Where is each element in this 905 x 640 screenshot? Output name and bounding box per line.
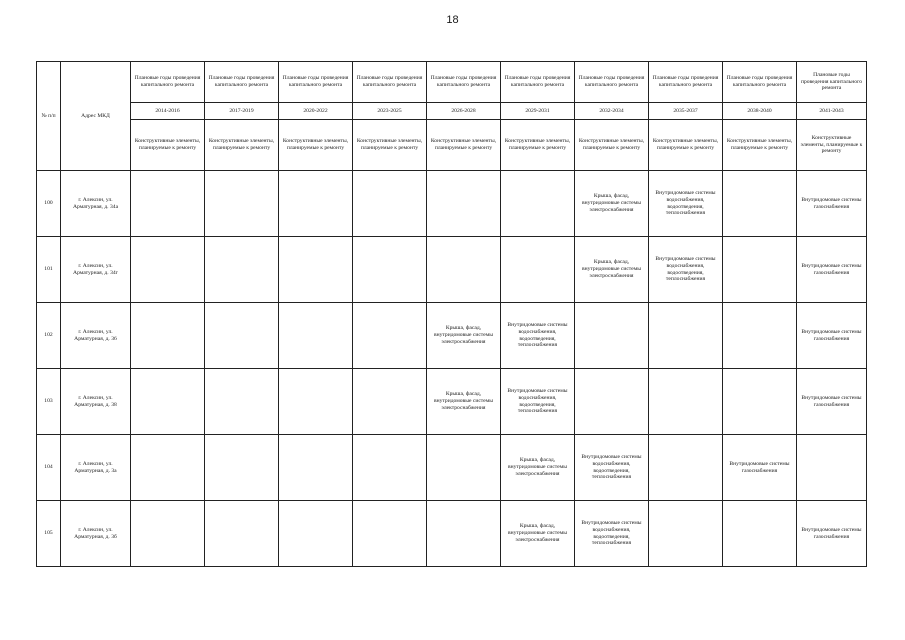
- period-header-plan: Плановые годы проведения капитального ремонта: [427, 62, 501, 103]
- work-cell: [279, 369, 353, 435]
- period-header-plan: Плановые годы проведения капитального ремонта: [353, 62, 427, 103]
- work-cell: [279, 303, 353, 369]
- work-cell: [131, 303, 205, 369]
- period-header-years: 2029-2031: [501, 103, 575, 120]
- period-header-elements: Конструктивные элементы, планируемые к ремонту: [427, 120, 501, 171]
- period-header-plan: Плановые годы проведения капитального ремонта: [131, 62, 205, 103]
- work-cell: [131, 171, 205, 237]
- row-address: г. Алексин, ул. Арматурная, д. 3а: [61, 435, 131, 501]
- work-cell: [205, 237, 279, 303]
- work-cell: Внутридомовые системы водоснабжения, водоотведения, теплоснабжения: [649, 237, 723, 303]
- work-cell: [649, 369, 723, 435]
- work-cell: [427, 171, 501, 237]
- work-cell: Внутридомовые системы газоснабжения: [797, 171, 867, 237]
- period-header-years: 2014-2016: [131, 103, 205, 120]
- row-number: 100: [37, 171, 61, 237]
- table-row: [37, 303, 867, 369]
- period-header-elements: Конструктивные элементы, планируемые к ремонту: [353, 120, 427, 171]
- period-header-plan: Плановые годы проведения капитального ремонта: [575, 62, 649, 103]
- period-header-years: 2020-2022: [279, 103, 353, 120]
- period-header-years: 2023-2025: [353, 103, 427, 120]
- row-number: 104: [37, 435, 61, 501]
- row-address: г. Алексин, ул. Арматурная, д. 34г: [61, 237, 131, 303]
- work-cell: [723, 171, 797, 237]
- column-header-address: Адрес МКД: [61, 62, 131, 171]
- work-cell: [353, 171, 427, 237]
- capital-repair-table: [36, 61, 867, 567]
- period-header-plan: Плановые годы проведения капитального ремонта: [723, 62, 797, 103]
- table-row: [37, 237, 867, 303]
- work-cell: Крыша, фасад, внутридомовые системы электроснабжения: [427, 303, 501, 369]
- row-address: г. Алексин, ул. Арматурная, д. 3б: [61, 501, 131, 567]
- row-address: г. Алексин, ул. Арматурная, д. 38: [61, 369, 131, 435]
- period-header-years: 2032-2034: [575, 103, 649, 120]
- row-address: г. Алексин, ул. Арматурная, д. 36: [61, 303, 131, 369]
- work-cell: [205, 171, 279, 237]
- work-cell: [649, 435, 723, 501]
- period-header-elements: Конструктивные элементы, планируемые к ремонту: [575, 120, 649, 171]
- work-cell: [205, 501, 279, 567]
- row-address: г. Алексин, ул. Арматурная, д. 34а: [61, 171, 131, 237]
- work-cell: [205, 369, 279, 435]
- period-header-elements: Конструктивные элементы, планируемые к ремонту: [205, 120, 279, 171]
- column-header-num: № п/п: [37, 62, 61, 171]
- row-number: 105: [37, 501, 61, 567]
- work-cell: Внутридомовые системы газоснабжения: [723, 435, 797, 501]
- work-cell: [353, 501, 427, 567]
- work-cell: [131, 501, 205, 567]
- work-cell: Крыша, фасад, внутридомовые системы электроснабжения: [575, 237, 649, 303]
- table-row: [37, 369, 867, 435]
- work-cell: [279, 171, 353, 237]
- table-row: [37, 435, 867, 501]
- work-cell: Внутридомовые системы водоснабжения, водоотведения, теплоснабжения: [575, 435, 649, 501]
- work-cell: [427, 501, 501, 567]
- work-cell: Внутридомовые системы водоснабжения, водоотведения, теплоснабжения: [501, 369, 575, 435]
- work-cell: [723, 369, 797, 435]
- work-cell: [131, 435, 205, 501]
- work-cell: Внутридомовые системы газоснабжения: [797, 303, 867, 369]
- period-header-plan: Плановые годы проведения капитального ремонта: [797, 62, 867, 103]
- work-cell: [575, 369, 649, 435]
- work-cell: [205, 303, 279, 369]
- table-row: [37, 501, 867, 567]
- work-cell: Внутридомовые системы водоснабжения, водоотведения, теплоснабжения: [575, 501, 649, 567]
- period-header-years: 2041-2043: [797, 103, 867, 120]
- work-cell: [353, 435, 427, 501]
- period-header-elements: Конструктивные элементы, планируемые к ремонту: [131, 120, 205, 171]
- work-cell: [797, 435, 867, 501]
- period-header-elements: Конструктивные элементы, планируемые к ремонту: [501, 120, 575, 171]
- work-cell: [501, 171, 575, 237]
- work-cell: [427, 435, 501, 501]
- work-cell: Крыша, фасад, внутридомовые системы электроснабжения: [575, 171, 649, 237]
- work-cell: [723, 303, 797, 369]
- period-header-plan: Плановые годы проведения капитального ремонта: [279, 62, 353, 103]
- period-header-plan: Плановые годы проведения капитального ремонта: [501, 62, 575, 103]
- work-cell: Крыша, фасад, внутридомовые системы электроснабжения: [501, 501, 575, 567]
- work-cell: [353, 369, 427, 435]
- row-number: 103: [37, 369, 61, 435]
- work-cell: [279, 435, 353, 501]
- work-cell: [353, 303, 427, 369]
- row-number: 101: [37, 237, 61, 303]
- work-cell: Крыша, фасад, внутридомовые системы электроснабжения: [427, 369, 501, 435]
- work-cell: [575, 303, 649, 369]
- row-number: 102: [37, 303, 61, 369]
- period-header-elements: Конструктивные элементы, планируемые к ремонту: [797, 120, 867, 171]
- work-cell: [205, 435, 279, 501]
- period-header-years: 2035-2037: [649, 103, 723, 120]
- work-cell: [649, 303, 723, 369]
- period-header-years: 2038-2040: [723, 103, 797, 120]
- work-cell: Внутридомовые системы газоснабжения: [797, 237, 867, 303]
- work-cell: [501, 237, 575, 303]
- work-cell: [353, 237, 427, 303]
- period-header-plan: Плановые годы проведения капитального ремонта: [649, 62, 723, 103]
- work-cell: [649, 501, 723, 567]
- table-row: [37, 171, 867, 237]
- period-header-elements: Конструктивные элементы, планируемые к ремонту: [279, 120, 353, 171]
- work-cell: [723, 501, 797, 567]
- work-cell: Внутридомовые системы газоснабжения: [797, 369, 867, 435]
- period-header-elements: Конструктивные элементы, планируемые к ремонту: [723, 120, 797, 171]
- period-header-years: 2026-2028: [427, 103, 501, 120]
- work-cell: Внутридомовые системы водоснабжения, водоотведения, теплоснабжения: [501, 303, 575, 369]
- work-cell: Внутридомовые системы водоснабжения, водоотведения, теплоснабжения: [649, 171, 723, 237]
- work-cell: [279, 501, 353, 567]
- period-header-elements: Конструктивные элементы, планируемые к ремонту: [649, 120, 723, 171]
- work-cell: Внутридомовые системы газоснабжения: [797, 501, 867, 567]
- period-header-years: 2017-2019: [205, 103, 279, 120]
- period-header-plan: Плановые годы проведения капитального ремонта: [205, 62, 279, 103]
- work-cell: [427, 237, 501, 303]
- work-cell: Крыша, фасад, внутридомовые системы электроснабжения: [501, 435, 575, 501]
- work-cell: [279, 237, 353, 303]
- work-cell: [131, 369, 205, 435]
- work-cell: [131, 237, 205, 303]
- work-cell: [723, 237, 797, 303]
- page-number: 18: [446, 14, 459, 26]
